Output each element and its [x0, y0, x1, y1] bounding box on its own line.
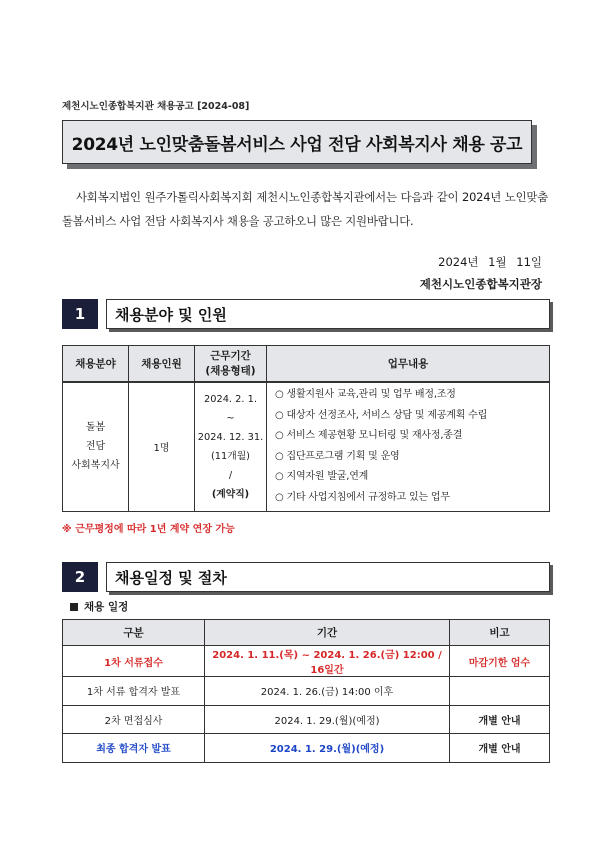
cell-period: 2024. 1. 11.(목) ~ 2024. 1. 26.(금) 12:00 / 16일간 — [205, 646, 450, 677]
cell-remark — [450, 677, 550, 706]
duty-item: ○ 대상자 선정조사, 서비스 상담 및 제공계획 수립 — [275, 409, 488, 421]
section-1-header — [62, 299, 550, 329]
header-duties: 업무내용 — [267, 346, 550, 382]
section-2-header — [62, 562, 550, 592]
period-line: / — [228, 469, 233, 481]
table-row — [63, 646, 550, 677]
header-field: 채용분야 — [63, 346, 129, 382]
cell-remark: 마감기한 엄수 — [450, 646, 550, 677]
header-period: 기간 — [205, 620, 450, 646]
cell-remark: 개별 안내 — [450, 734, 550, 763]
header-count: 채용인원 — [129, 346, 195, 382]
cell-period: 2024. 1. 29.(월)(예정) — [205, 734, 450, 763]
duty-item: ○ 서비스 제공현황 모니터링 및 재사정,종결 — [275, 430, 463, 442]
intro-paragraph — [62, 186, 548, 233]
page-title: 2024년 노인맞춤돌봄서비스 사업 전담 사회복지사 채용 공고 — [71, 134, 523, 155]
cell-period — [195, 382, 267, 512]
section-1-title: 채용분야 및 인원 — [106, 299, 550, 329]
period-line: 2024. 12. 31. — [197, 431, 264, 443]
period-line: 2024. 2. 1. — [204, 393, 257, 405]
table-row — [63, 705, 550, 734]
period-line: (계약직) — [211, 488, 250, 500]
cell-remark: 개별 안내 — [450, 705, 550, 734]
table-header-row — [63, 620, 550, 646]
cell-step: 1차 서류접수 — [63, 646, 205, 677]
header-period-line2: (채용형태) — [205, 365, 256, 378]
schedule-table — [62, 619, 550, 763]
announcement-date: 2024년 1월 11일 — [438, 255, 542, 269]
table-row — [63, 382, 550, 512]
field-line: 전담 — [85, 441, 106, 453]
section-2-title: 채용일정 및 절차 — [106, 562, 550, 592]
section-2-number: 2 — [62, 562, 98, 592]
intro-text: 사회복지법인 원주가톨릭사회복지회 제천시노인종합복지관에서는 다음과 같이 2024년 노인맞춤돌봄서비스 사업 전담 사회복지사 채용을 공고하오니 많은 지원바랍니다. — [62, 190, 548, 228]
period-line: (11개월) — [210, 450, 251, 462]
recruitment-table — [62, 345, 550, 512]
table-row — [63, 677, 550, 706]
schedule-subheading-text: 채용 일정 — [84, 601, 129, 613]
cell-step: 1차 서류 합격자 발표 — [63, 677, 205, 706]
title-box — [62, 120, 532, 164]
field-line: 사회복지사 — [71, 460, 120, 472]
cell-step: 최종 합격자 발표 — [63, 734, 205, 763]
cell-period: 2024. 1. 26.(금) 14:00 이후 — [205, 677, 450, 706]
signer: 제천시노인종합복지관장 — [419, 277, 542, 291]
cell-field — [63, 382, 129, 512]
period-line: ~ — [226, 412, 235, 424]
duty-item: ○ 지역자원 발굴,연계 — [275, 471, 369, 483]
header-step: 구분 — [63, 620, 205, 646]
header-remark: 비고 — [450, 620, 550, 646]
duty-item: ○ 기타 사업지침에서 규정하고 있는 업무 — [275, 491, 450, 503]
contract-note: ※ 근무평정에 따라 1년 계약 연장 가능 — [62, 524, 235, 535]
field-line: 돌봄 — [85, 422, 106, 434]
table-header-row — [63, 346, 550, 382]
cell-duties — [267, 382, 550, 512]
duty-item: ○ 생활지원사 교육,관리 및 업무 배정,조정 — [275, 389, 456, 401]
cell-count: 1명 — [129, 382, 195, 512]
header-period — [195, 346, 267, 382]
square-bullet-icon — [70, 603, 78, 611]
document-code: 제천시노인종합복지관 채용공고 [2024-08] — [62, 101, 250, 112]
cell-step: 2차 면접심사 — [63, 705, 205, 734]
duty-item: ○ 집단프로그램 기획 및 운영 — [275, 450, 400, 462]
table-row — [63, 734, 550, 763]
section-1-number: 1 — [62, 299, 98, 329]
header-period-line1: 근무기간 — [210, 350, 251, 363]
cell-period: 2024. 1. 29.(월)(예정) — [205, 705, 450, 734]
schedule-subheading — [70, 599, 128, 614]
